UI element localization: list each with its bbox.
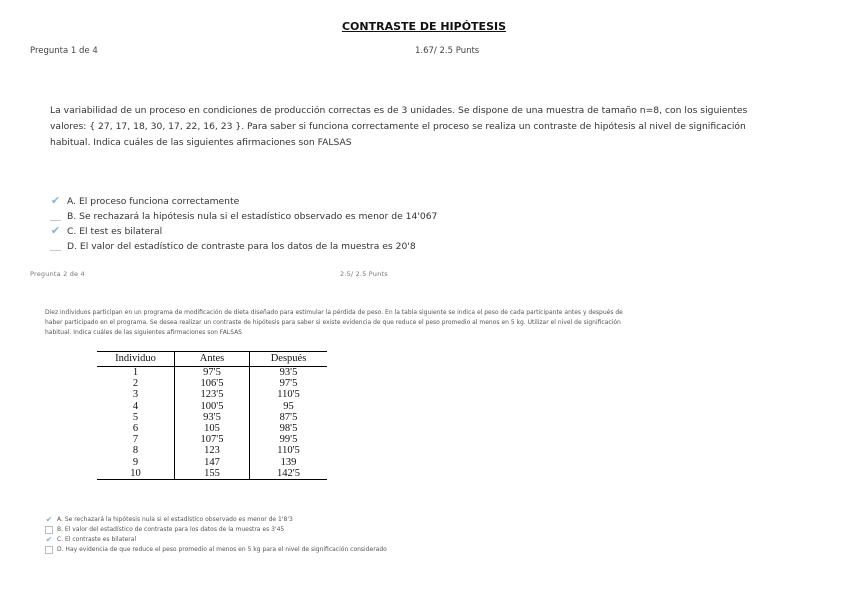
check-icon[interactable]: ✔ (50, 194, 61, 207)
table-cell: 97'5 (175, 367, 250, 379)
table-row (97, 423, 327, 434)
option-c[interactable] (45, 535, 387, 545)
table-cell: 139 (250, 457, 328, 468)
table-row (97, 378, 327, 389)
table-header: Antes (175, 352, 250, 367)
table-cell: 155 (175, 468, 250, 480)
option-a[interactable] (45, 515, 387, 525)
table-cell: 147 (175, 457, 250, 468)
table-cell: 123'5 (175, 389, 250, 400)
table-cell: 105 (175, 423, 250, 434)
option-label: D. Hay evidencia de que reduce el peso promedio al menos en 5 kg para el nivel de significación considerado (57, 546, 387, 553)
table-row (97, 401, 327, 412)
table-cell: 110'5 (250, 445, 328, 456)
option-b[interactable] (50, 209, 437, 224)
table-cell: 8 (132, 445, 139, 457)
question-2-header: Pregunta 2 de 4 (30, 270, 85, 278)
table-cell: 110'5 (250, 389, 328, 400)
check-icon[interactable]: ✔ (45, 534, 53, 544)
checkbox-empty-icon[interactable] (45, 526, 53, 534)
table-row (97, 445, 327, 456)
table-cell: 9 (132, 456, 139, 468)
option-a[interactable] (50, 194, 437, 209)
table-cell: 4 (132, 400, 139, 412)
question-1-text: La variabilidad de un proceso en condiciones de producción correctas es de 3 unidades. Se dispone de una muestra de tamaño n=8, con los siguientes valores: { 27, 17, 18, 30, 17, 22, 16, 23 }. Para saber si funciona correctamente el proceso se realiza un contraste de hipótesis al nivel de significación habitual. Indica cuáles de las siguientes afirmaciones son FALSAS (50, 105, 748, 148)
table-cell: 93'5 (250, 367, 328, 379)
table-row (97, 457, 327, 468)
checkbox-empty-icon[interactable] (50, 241, 61, 251)
table-cell: 5 (132, 411, 139, 423)
check-icon[interactable]: ✔ (45, 514, 53, 524)
option-label: A. Se rechazará la hipótesis nula si el estadístico observado es menor de 1'8'3 (57, 516, 293, 523)
table-cell: 7 (132, 434, 139, 446)
checkbox-empty-icon[interactable] (45, 546, 53, 554)
check-icon[interactable]: ✔ (50, 224, 61, 237)
table-cell: 99'5 (250, 434, 328, 445)
option-label: D. El valor del estadístico de contraste para los datos de la muestra es 20'8 (67, 241, 416, 252)
question-2-text: Diez individuos participan en un programa de modificación de dieta diseñado para estimular la pérdida de peso. En la tabla siguiente se indica el peso de cada participante antes y después de haber participado en el programa. Se desea realizar un contraste de hipótesis para saber si existe evidencia de que reduce el peso promedio al menos en 5 kg. Utilizar el nivel de significación habitual. Indica cuáles de las siguientes afirmaciones son FALSAS (45, 309, 623, 336)
table-header: Individuo (97, 352, 175, 367)
table-cell: 106'5 (175, 378, 250, 389)
option-label: A. El proceso funciona correctamente (67, 196, 240, 207)
table-row (97, 412, 327, 423)
question-1-score: 1.67/ 2.5 Punts (415, 46, 480, 56)
option-label: C. El test es bilateral (67, 226, 163, 237)
option-d[interactable] (45, 545, 387, 555)
table-cell: 6 (132, 423, 139, 435)
option-c[interactable] (50, 224, 437, 239)
table-cell: 2 (132, 378, 139, 390)
question-1-options (50, 194, 437, 254)
question-2-score: 2.5/ 2.5 Punts (340, 270, 388, 278)
question-2-options (45, 515, 387, 555)
table-cell: 87'5 (250, 412, 328, 423)
table-cell: 1 (132, 367, 139, 378)
table-row (97, 367, 327, 379)
table-cell: 100'5 (175, 401, 250, 412)
option-b[interactable] (45, 525, 387, 535)
table-cell: 3 (132, 389, 139, 401)
table-cell: 95 (250, 401, 328, 412)
weight-table (97, 351, 327, 480)
option-label: C. El contraste es bilateral (57, 536, 137, 543)
table-cell: 107'5 (175, 434, 250, 445)
page-title: CONTRASTE DE HIPÓTESIS (341, 20, 507, 33)
option-label: B. El valor del estadístico de contraste para los datos de la muestra es 3'45 (57, 526, 285, 533)
table-row (97, 434, 327, 445)
checkbox-empty-icon[interactable] (50, 211, 61, 221)
table-cell: 123 (175, 445, 250, 456)
question-1-header: Pregunta 1 de 4 (30, 46, 98, 56)
table-header: Después (250, 352, 328, 367)
table-cell: 10 (97, 468, 175, 480)
option-d[interactable] (50, 239, 437, 254)
table-cell: 93'5 (175, 412, 250, 423)
table-row (97, 389, 327, 400)
table-row (97, 468, 327, 480)
option-label: B. Se rechazará la hipótesis nula si el estadístico observado es menor de 14'067 (67, 211, 438, 222)
table-cell: 142'5 (250, 468, 328, 480)
table-cell: 98'5 (250, 423, 328, 434)
table-cell: 97'5 (250, 378, 328, 389)
table-header-row (97, 352, 327, 367)
